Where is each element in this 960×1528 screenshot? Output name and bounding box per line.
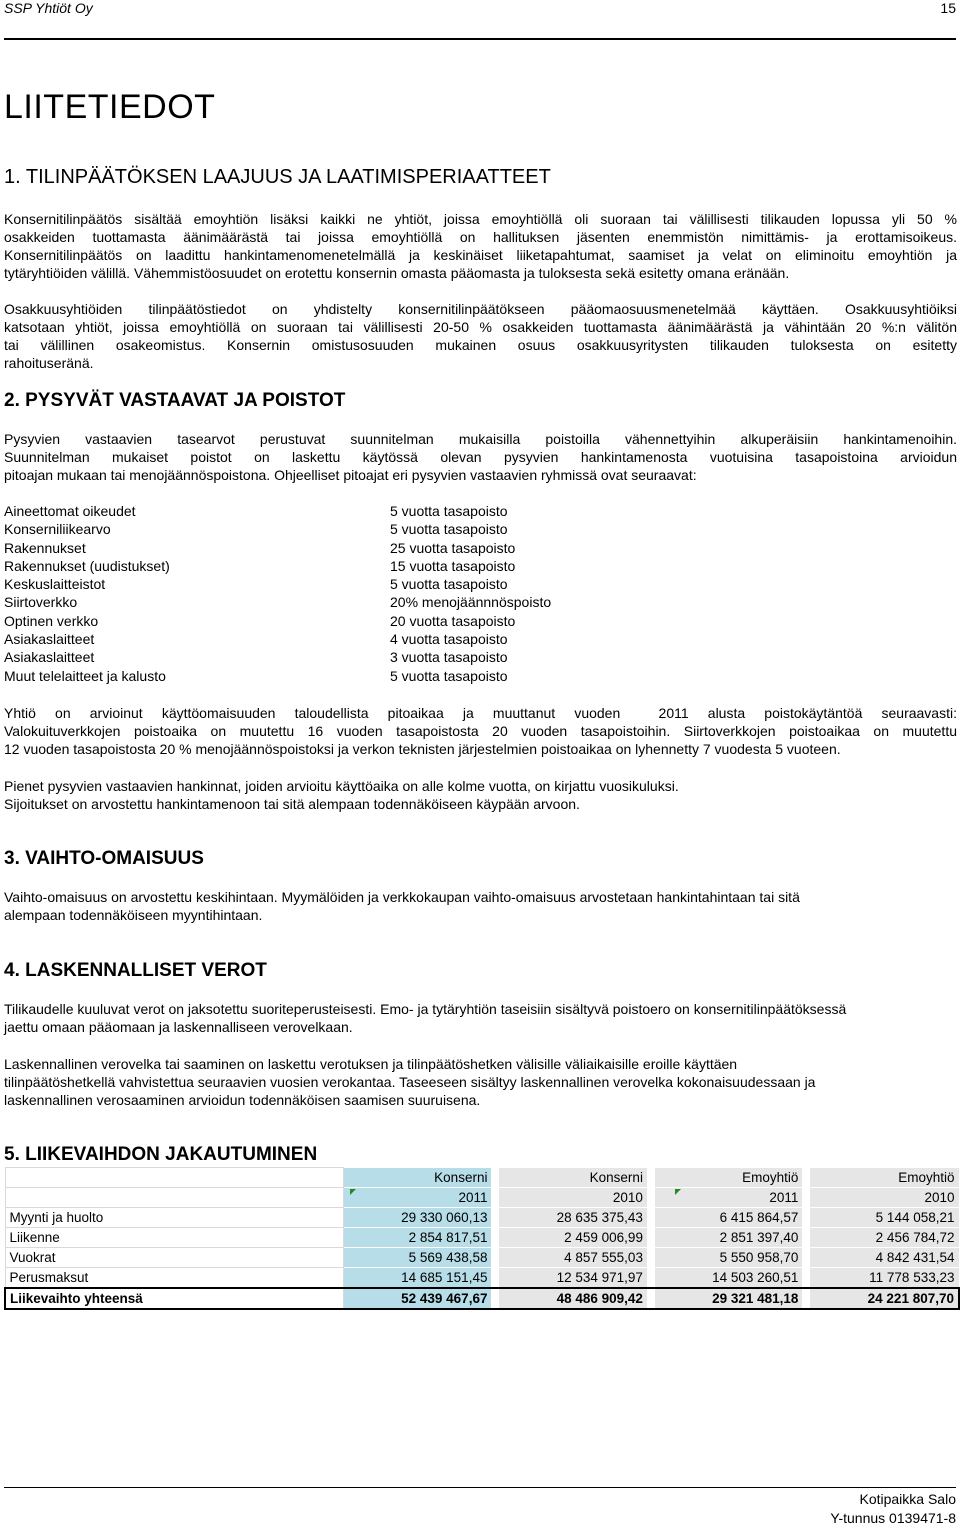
asset-name: Aineettomat oikeudet <box>4 503 136 519</box>
revenue-table <box>4 1167 960 1310</box>
text-line: tytäryhtiöiden välillä. Vähemmistöosuudet on erotettu konsernin omasta pääomasta ja tuloksesta sekä esitetty omana eränään. <box>4 265 790 281</box>
section-5-heading: 5. LIIKEVAIHDON JAKAUTUMINEN <box>4 1144 318 1165</box>
asset-name: Asiakaslaitteet <box>4 631 95 648</box>
text-line: Tilikaudelle kuuluvat verot on jaksotettu suoriteperusteisesti. Emo- ja tytäryhtiön taseisiin sisältyvä poistoero on konsernitilinpäätöksessä <box>4 1001 847 1017</box>
section-2-paragraph-1 <box>4 430 957 484</box>
column-gap <box>492 1228 499 1248</box>
section-4-paragraph-1 <box>4 1000 957 1036</box>
total-cell: 29 321 481,18 <box>654 1288 803 1309</box>
section-2-paragraph-3 <box>4 777 957 813</box>
table-cell: 14 685 151,45 <box>343 1268 492 1289</box>
section-3-paragraph-1 <box>4 888 957 924</box>
column-group-label: Emoyhtiö <box>810 1168 959 1188</box>
header-rule <box>4 38 956 40</box>
column-group-label: Konserni <box>343 1168 492 1188</box>
text-line: rahoituseränä. <box>4 355 94 371</box>
asset-name: Optinen verkko <box>4 612 99 629</box>
table-cell: 5 550 958,70 <box>654 1248 803 1268</box>
asset-period: 4 vuotta tasapoisto <box>390 631 508 648</box>
text-line: alempaan todennäköiseen myyntihintaan. <box>4 907 263 923</box>
column-gap <box>803 1188 810 1208</box>
page-number: 15 <box>940 0 956 16</box>
asset-names-list <box>4 502 170 685</box>
table-row <box>5 1228 959 1248</box>
asset-name: Siirtoverkko <box>4 594 78 611</box>
asset-period: 25 vuotta tasapoisto <box>390 539 516 556</box>
asset-period: 20% menojäännnöspoisto <box>390 594 552 611</box>
table-cell: 5 569 438,58 <box>343 1248 492 1268</box>
column-gap <box>492 1208 499 1228</box>
total-cell: 48 486 909,42 <box>499 1288 648 1309</box>
column-gap <box>803 1288 810 1309</box>
text-line: Pysyvien vastaavien tasearvot perustuvat suunnitelman mukaisilla poistoilla vähennettyihin alkuperäisiin hankintamenoihin. <box>4 431 957 447</box>
text-line: Yhtiö on arvioinut käyttöomaisuuden taloudellista pitoaikaa ja muuttanut vuoden 2011 alusta poistokäytäntöä seuraavasti: <box>4 705 957 721</box>
asset-period: 15 vuotta tasapoisto <box>390 557 516 574</box>
asset-name: Asiakaslaitteet <box>4 649 95 666</box>
asset-name: Muut telelaitteet ja kalusto <box>4 667 166 684</box>
section-2-heading: 2. PYSYVÄT VASTAAVAT JA POISTOT <box>4 390 346 411</box>
column-gap <box>492 1288 499 1309</box>
total-label: Liikevaihto yhteensä <box>5 1288 343 1309</box>
table-corner <box>5 1168 343 1188</box>
section-4-heading: 4. LASKENNALLISET VEROT <box>4 960 267 981</box>
text-line: katsotaan yhtiöt, joissa emoyhtiöllä on suoraan tai välillisesti 20-50 % osakkeiden tuottamasta äänimäärästä ja vähintään 20 %:n välitön <box>4 319 957 335</box>
footer-rule <box>4 1487 956 1488</box>
table-cell: 29 330 060,13 <box>343 1208 492 1228</box>
table-cell: 28 635 375,43 <box>499 1208 648 1228</box>
column-gap <box>492 1268 499 1289</box>
page-title: LIITETIEDOT <box>4 88 216 126</box>
text-line: laskennallinen verosaaminen arvioidun todennäköisen saamisen suuruisena. <box>4 1092 481 1108</box>
text-line: Vaihto-omaisuus on arvostettu keskihintaan. Myymälöiden ja verkkokaupan vaihto-omaisuus arvostetaan hankintahintaan tai sitä <box>4 889 800 905</box>
section-1-heading: 1. TILINPÄÄTÖKSEN LAAJUUS JA LAATIMISPERIAATTEET <box>4 166 551 188</box>
table-corner <box>5 1188 343 1208</box>
text-line: Suunnitelman mukaiset poistot on laskettu käytössä olevan pysyvien hankintamenosta vuotuisina tasapoistoina arvioidun <box>4 449 957 465</box>
text-line: Laskennallinen verovelka tai saaminen on laskettu verotuksen ja tilinpäätöshetken välisille väliaikaisille eroille käyttäen <box>4 1056 738 1072</box>
row-label: Perusmaksut <box>5 1268 343 1289</box>
column-gap <box>803 1228 810 1248</box>
asset-period: 3 vuotta tasapoisto <box>390 649 508 666</box>
cell-comment-marker-icon <box>350 1189 356 1195</box>
column-gap <box>647 1248 654 1268</box>
column-gap <box>647 1288 654 1309</box>
table-row <box>5 1248 959 1268</box>
table-row <box>5 1268 959 1289</box>
column-year-label: 2010 <box>499 1188 648 1208</box>
table-cell: 14 503 260,51 <box>654 1268 803 1289</box>
asset-period: 5 vuotta tasapoisto <box>390 576 508 593</box>
asset-period: 5 vuotta tasapoisto <box>390 667 508 684</box>
table-cell: 2 459 006,99 <box>499 1228 648 1248</box>
column-gap <box>803 1268 810 1289</box>
text-line: Osakkuusyhtiöiden tilinpäätöstiedot on yhdistelty konsernitilinpäätökseen pääomaosuusmenetelmää käyttäen. Osakkuusyhtiöiksi <box>4 301 957 317</box>
asset-name: Rakennukset (uudistukset) <box>4 557 170 574</box>
column-gap <box>647 1268 654 1289</box>
column-gap <box>647 1228 654 1248</box>
row-label: Vuokrat <box>5 1248 343 1268</box>
asset-period: 5 vuotta tasapoisto <box>390 521 508 538</box>
section-4-paragraph-2 <box>4 1055 957 1109</box>
column-year-label: 2011 <box>654 1188 803 1208</box>
column-gap <box>647 1208 654 1228</box>
text-line: Konsernitilinpäätös sisältää emoyhtiön lisäksi kaikki ne yhtiöt, joissa emoyhtiöllä oli suoraan tai välillisesti tilikauden lopussa yli 50 % <box>4 211 957 227</box>
cell-comment-marker-icon <box>675 1189 681 1195</box>
table-cell: 6 415 864,57 <box>654 1208 803 1228</box>
table-cell: 12 534 971,97 <box>499 1268 648 1289</box>
table-cell: 2 851 397,40 <box>654 1228 803 1248</box>
column-group-label: Konserni <box>499 1168 648 1188</box>
text-line: pitoajan mukaan tai menojäännöspoistona. Ohjeelliset pitoajat eri pysyvien vastaavien ryhmissä ovat seuraavat: <box>4 467 697 483</box>
table-cell: 4 842 431,54 <box>810 1248 959 1268</box>
column-gap <box>803 1248 810 1268</box>
text-line: Sijoitukset on arvostettu hankintamenoon tai sitä alempaan todennäköiseen käypään arvoon. <box>4 796 580 812</box>
text-line: jaettu omaan pääomaan ja laskennalliseen verovelkaan. <box>4 1019 353 1035</box>
total-cell: 24 221 807,70 <box>810 1288 959 1309</box>
column-gap <box>492 1188 499 1208</box>
section-3-heading: 3. VAIHTO-OMAISUUS <box>4 848 204 869</box>
table-cell: 4 857 555,03 <box>499 1248 648 1268</box>
column-group-label: Emoyhtiö <box>654 1168 803 1188</box>
text-line: tilinpäätöshetkellä vahvistettua seuraavien vuosien verokantaa. Taseeseen sisältyy laskennallinen verovelka kokonaisuudessaan ja <box>4 1074 816 1090</box>
asset-name: Konserniliikearvo <box>4 521 111 538</box>
column-gap <box>647 1168 654 1188</box>
footer-domicile: Kotipaikka Salo <box>859 1491 956 1507</box>
column-gap <box>492 1168 499 1188</box>
asset-period: 5 vuotta tasapoisto <box>390 503 508 519</box>
text-line: 12 vuoden tasapoistosta 20 % menojäännöspoistoksi ja verkon teknisten järjestelmien poistoaikaa on lyhennetty 7 vuodesta 5 vuoteen. <box>4 741 841 757</box>
text-line: osakkeiden tuottamasta äänimäärästä tai joissa emoyhtiöllä on hallituksen jäsenten enemmistön nimittämis- ja erottamisoikeus. <box>4 229 957 245</box>
row-label: Myynti ja huolto <box>5 1208 343 1228</box>
section-2-paragraph-2 <box>4 704 957 758</box>
text-line: Pienet pysyvien vastaavien hankinnat, joiden arvioitu käyttöaika on alle kolme vuotta, on kirjattu vuosikuluksi. <box>4 778 679 794</box>
total-cell: 52 439 467,67 <box>343 1288 492 1309</box>
text-line: Valokuituverkkojen poistoaika on muutettu 16 vuoden tasapoistosta 20 vuoden tasapoistoihin. Siirtoverkkojen poistoaikaa on muutettu <box>4 723 957 739</box>
asset-period: 20 vuotta tasapoisto <box>390 612 516 629</box>
column-gap <box>803 1168 810 1188</box>
table-header-row <box>5 1188 959 1208</box>
section-1-paragraph-3 <box>4 300 957 372</box>
asset-name: Keskuslaitteistot <box>4 576 106 593</box>
section-1-paragraph-2 <box>4 228 957 282</box>
column-gap <box>647 1188 654 1208</box>
column-year-label: 2010 <box>810 1188 959 1208</box>
footer-business-id: Y-tunnus 0139471-8 <box>830 1510 956 1526</box>
table-total-row <box>5 1288 959 1309</box>
text-line: Konsernitilinpäätös on laadittu hankintamenomenetelmällä ja keskinäiset liiketapahtumat, saamiset ja velat on eliminoitu emoyhtiön ja <box>4 247 957 263</box>
asset-periods-list <box>390 502 551 685</box>
table-header-row <box>5 1168 959 1188</box>
column-gap <box>803 1208 810 1228</box>
table-cell: 2 854 817,51 <box>343 1228 492 1248</box>
text-line: tai välillinen osakeomistus. Konsernin omistusosuuden mukainen osuus osakkuusyritysten tilikauden tuloksesta on esitetty <box>4 337 957 353</box>
company-name: SSP Yhtiöt Oy <box>4 0 93 16</box>
column-year-label: 2011 <box>343 1188 492 1208</box>
row-label: Liikenne <box>5 1228 343 1248</box>
table-cell: 5 144 058,21 <box>810 1208 959 1228</box>
asset-name: Rakennukset <box>4 539 86 556</box>
table-cell: 2 456 784,72 <box>810 1228 959 1248</box>
table-cell: 11 778 533,23 <box>810 1268 959 1289</box>
column-gap <box>492 1248 499 1268</box>
table-row <box>5 1208 959 1228</box>
